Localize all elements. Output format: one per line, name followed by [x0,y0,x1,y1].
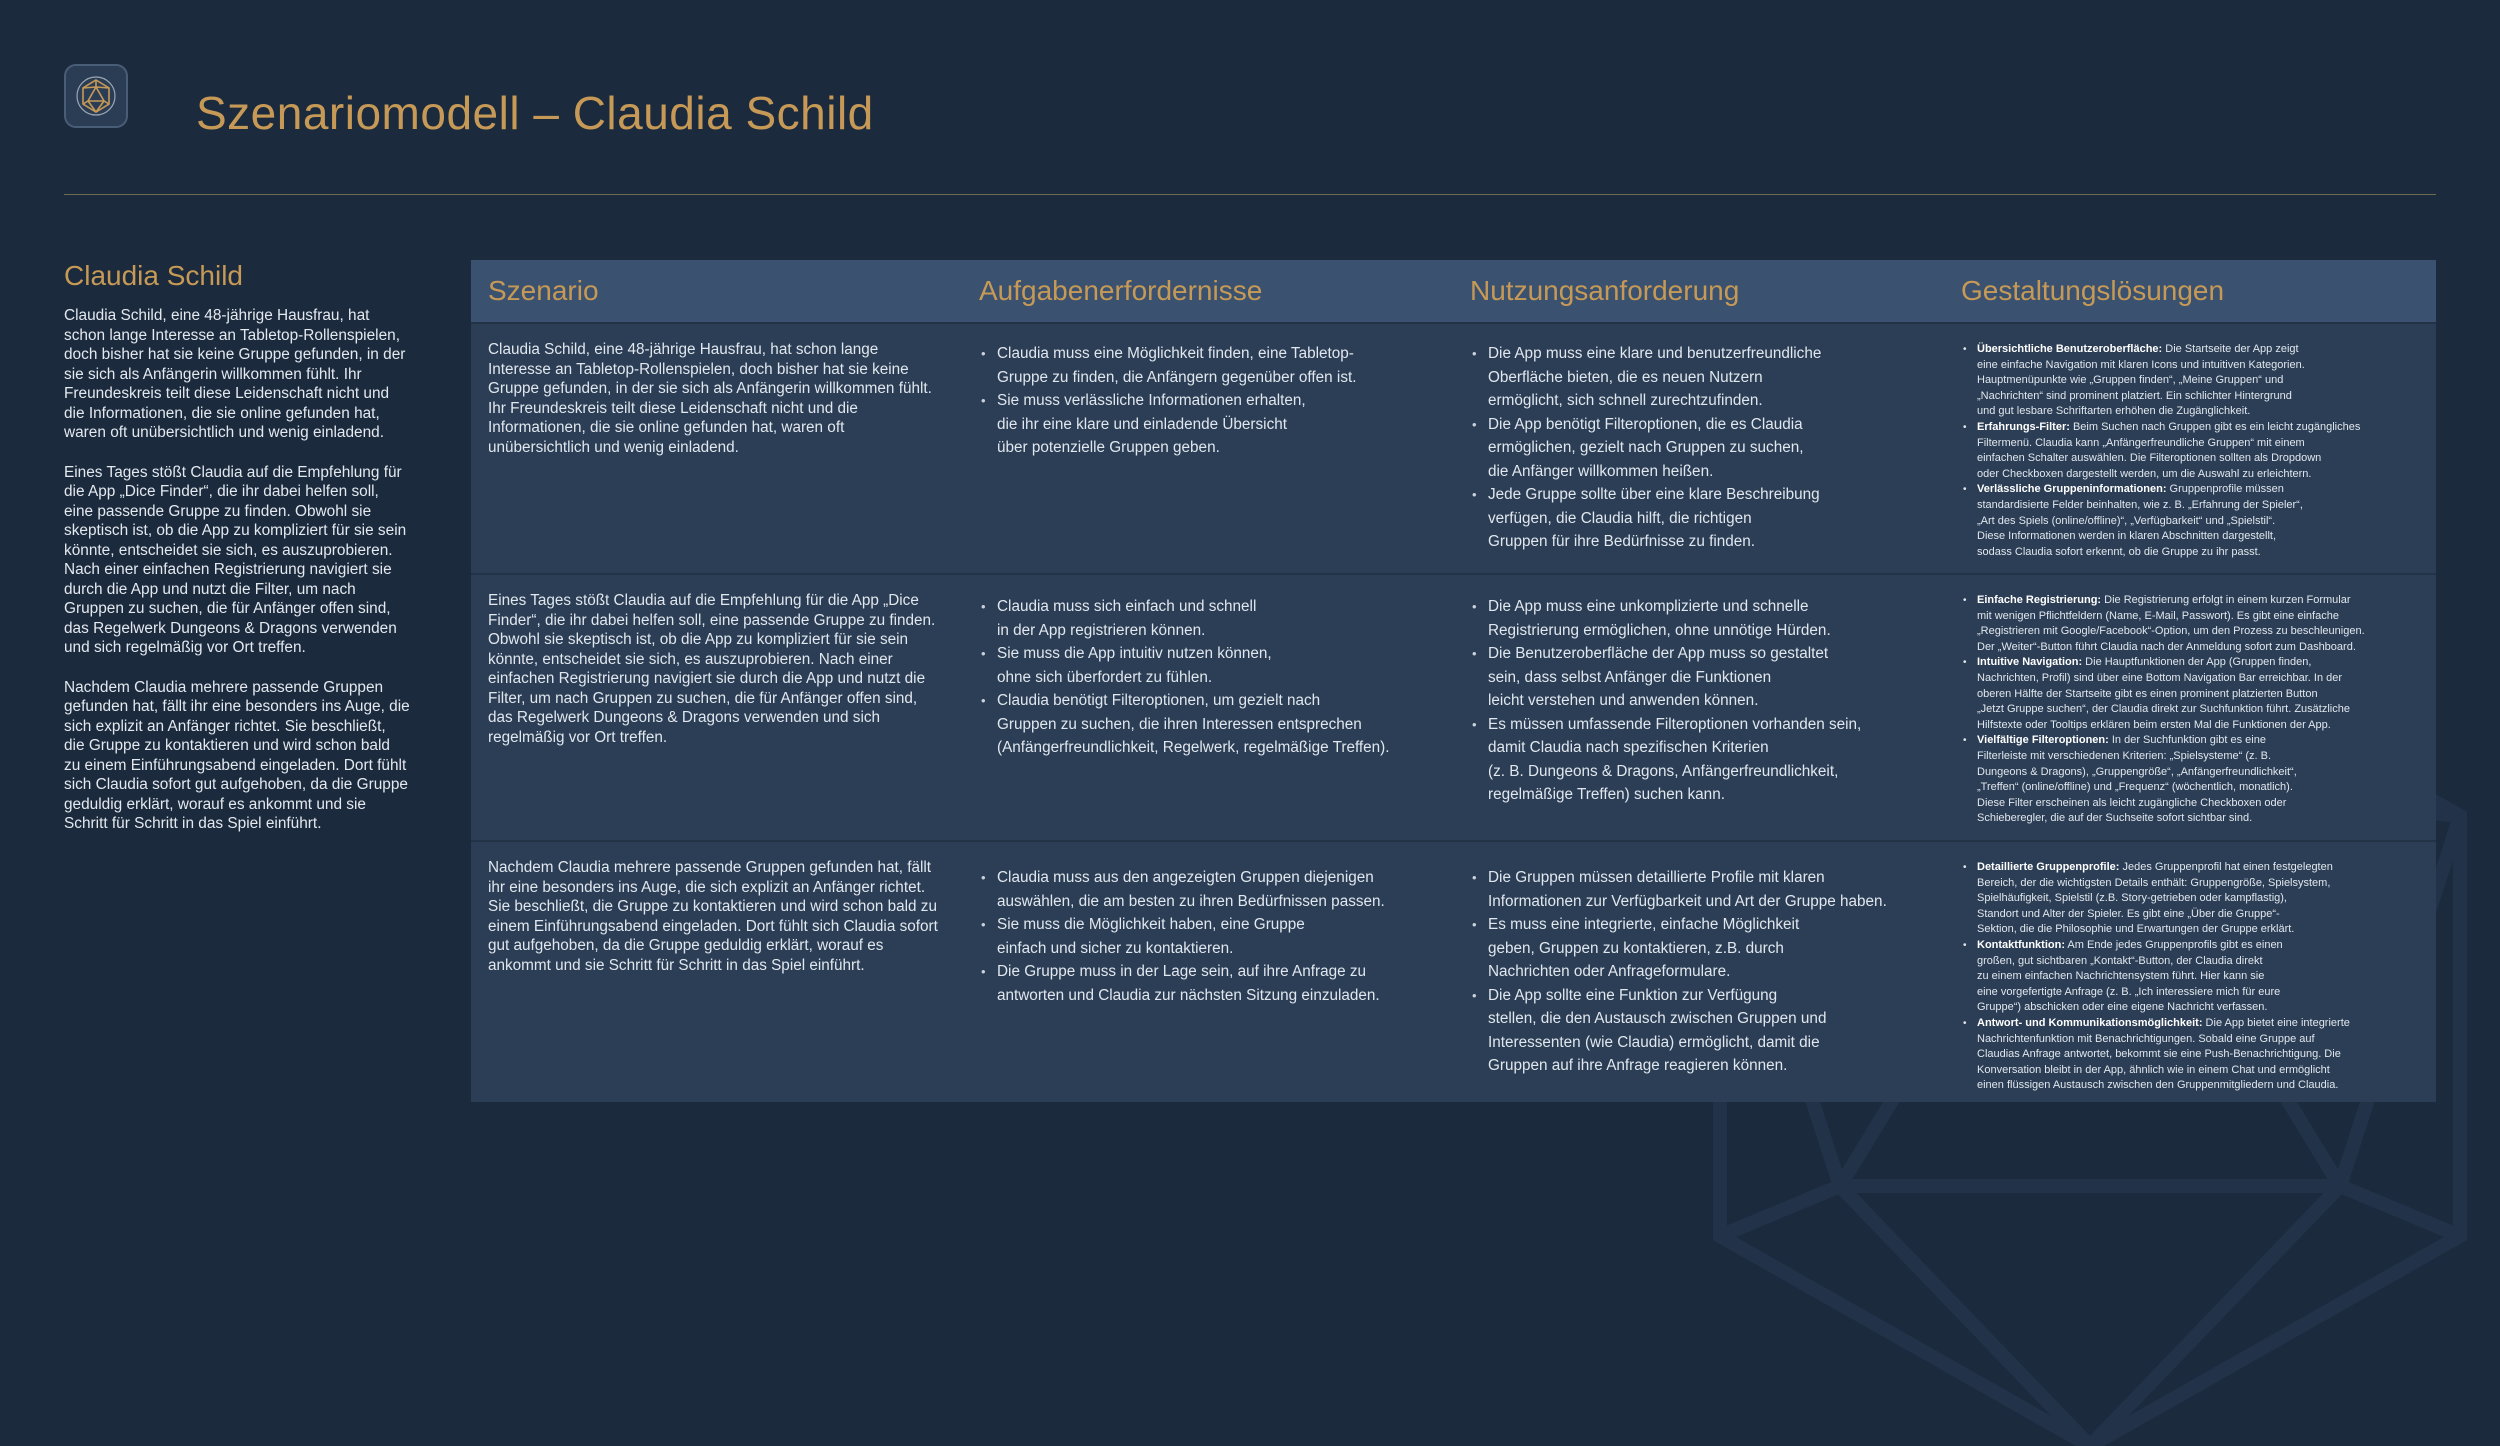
usage-item: • Die App muss eine unkomplizierte und schnelle Registrierung ermöglichen, ohne unnötige Hürden. [1470,595,1926,642]
design-label: Kontaktfunktion: [1977,938,2065,951]
table-header [471,260,2436,322]
table-row [471,573,2436,840]
design-text: Beim Suchen nach Gruppen gibt es ein leicht zugängliches Filtermenü. Claudia kann „Anfängerfreundliche Gruppen“ mit einem einfachen Schalter auswählen. Die Filteroptionen sollten als Dropdown oder Checkboxen dargestellt werden, um die Auswahl zu erleichtern. [1977,420,2361,480]
task-item: • Claudia muss eine Möglichkeit finden, eine Tabletop- Gruppe zu finden, die Anfängern gegenüber offen ist. [979,342,1435,389]
usage-item: • Die Benutzeroberfläche der App muss so gestaltet sein, dass selbst Anfänger die Funktionen leicht verstehen und anwenden können. [1470,642,1926,713]
table-row [471,322,2436,573]
d20-dice-icon [74,74,118,118]
usage-item: • Jede Gruppe sollte über eine klare Beschreibung verfügen, die Claudia hilft, die richtigen Gruppen für ihre Bedürfnisse zu finden. [1470,483,1926,554]
persona-name: Claudia Schild [64,260,243,291]
design-item [1961,1016,2425,1094]
design-text: Gruppenprofile müssen standardisierte Felder beinhalten, wie z. B. „Erfahrung der Spieler“, „Art des Spiels (online/offline)“, „Verfügbarkeit“ und „Spielstil“. Diese Informationen werden in klaren Abschnitten dargestellt, sodass Claudia sofort erkennt, ob die Gruppe zu ihr passt. [1977,483,2303,558]
page-title: Szenariomodell – Claudia Schild [196,87,874,139]
usage-item: • Die App sollte eine Funktion zur Verfügung stellen, die den Austausch zwischen Gruppen und Interessenten (wie Claudia) ermöglicht, damit die Gruppen auf ihre Anfrage reagieren können. [1470,984,1926,1078]
tasks-cell [962,324,1453,573]
persona-paragraph: Nachdem Claudia mehrere passende Gruppen gefunden hat, fällt ihr eine besonders ins Auge, die sich explizit an Anfänger richtet. Sie beschließt, die Gruppe zu kontaktieren und wird schon bald zu einem Einführungsabend eingeladen. Dort fühlt sich Claudia sofort gut aufgehoben, da die Gruppe geduldig erklärt, worauf es ankommt und sie Schritt für Schritt in das Spiel einführt. [64,678,410,832]
design-item [1961,860,2425,938]
persona-sidebar [64,260,410,854]
design-label: Antwort- und Kommunikationsmöglichkeit: [1977,1016,2203,1029]
design-item [1961,938,2425,1016]
scenario-cell [471,324,962,573]
design-text: Die Hauptfunktionen der App (Gruppen finden, Nachrichten, Profil) sind über eine Bottom Navigation Bar erreichbar. In der oberen Hälfte der Startseite gibt es einen prominent platzierten Button „Jetzt Gruppe suchen“, der Claudia direkt zur Suchfunktion führt. Zusätzliche Hilfstexte oder Tooltips erklären beim ersten Mal die Funktionen der App. [1977,656,2350,731]
usage-item: • Es muss eine integrierte, einfache Möglichkeit geben, Gruppen zu kontaktieren, z.B. durch Nachrichten oder Anfrageformulare. [1470,913,1926,984]
scenario-text: Nachdem Claudia mehrere passende Gruppen gefunden hat, fällt ihr eine besonders ins Auge, die sich explizit an Anfänger richtet. Sie beschließt, die Gruppe zu kontaktieren und wird schon bald zu einem Einführungsabend eingeladen. Dort fühlt sich Claudia sofort gut aufgehoben, da die Gruppe geduldig erklärt, worauf es ankommt und sie Schritt für Schritt in das Spiel einführt. [488,859,938,974]
usage-item: • Die Gruppen müssen detaillierte Profile mit klaren Informationen zur Verfügbarkeit und Art der Gruppe haben. [1470,866,1926,913]
design-text: In der Suchfunktion gibt es eine Filterleiste mit verschiedenen Kriterien: „Spielsysteme“ (z. B. Dungeons & Dragons), „Gruppengröße“, „Anfängerfreundlichkeit“, „Treffen“ (online/offline) und „Frequenz“ (wöchentlich, monatlich). Diese Filter erscheinen als leicht zugängliche Checkboxen oder Schieberegler, die auf der Suchseite sofort sichtbar sind. [1977,734,2297,825]
header-szenario: Szenario [488,275,599,306]
design-text: Am Ende jedes Gruppenprofils gibt es einen großen, gut sichtbaren „Kontakt“-Button, der Claudia direkt zu einem einfachen Nachrichtensystem führt. Hier kann sie eine vorgefertigte Anfrage (z. B. „Ich interessiere mich für eure Gruppe“) abschicken oder eine eigene Nachricht verfassen. [1977,938,2283,1014]
header-nutzungsanforderung: Nutzungsanforderung [1470,275,1740,306]
design-item [1961,733,2425,827]
design-cell [1944,324,2435,573]
task-item: • Claudia muss sich einfach und schnell in der App registrieren können. [979,595,1435,642]
design-label: Übersichtliche Benutzeroberfläche: [1977,343,2163,355]
usage-cell [1453,575,1944,840]
title-divider [64,194,2436,195]
scenario-text: Eines Tages stößt Claudia auf die Empfehlung für die App „Dice Finder“, die ihr dabei helfen soll, eine passende Gruppe zu finden. Obwohl sie skeptisch ist, ob die App zu kompliziert für sie sein könnte, entscheidet sie sich, es auszuprobieren. Nach einer einfachen Registrierung navigiert sie durch die App und nutzt die Filter, um nach Gruppen zu suchen, die für Anfänger offen sind, das Regelwerk Dungeons & Dragons verwenden und sich regelmäßig vor Ort treffen. [488,592,936,746]
usage-item: • Die App benötigt Filteroptionen, die es Claudia ermöglichen, gezielt nach Gruppen zu suchen, die Anfänger willkommen heißen. [1470,413,1926,484]
design-text: Jedes Gruppenprofil hat einen festgelegten Bereich, der die wichtigsten Details enthält: Gruppengröße, Spielsystem, Spielhäufigkeit, Spielstil (z.B. Story-getrieben oder kampflastig), Standort und Alter der Spieler. Es gibt eine „Über die Gruppe“- Sektion, die die Philosophie und Erwartungen der Gruppe erklärt. [1977,861,2333,936]
design-label: Detaillierte Gruppenprofile: [1977,861,2120,873]
usage-item: • Es müssen umfassende Filteroptionen vorhanden sein, damit Claudia nach spezifischen Kriterien (z. B. Dungeons & Dragons, Anfängerfreundlichkeit, regelmäßige Treffen) suchen kann. [1470,713,1926,807]
design-label: Einfache Registrierung: [1977,594,2102,606]
usage-item: • Die App muss eine klare und benutzerfreundliche Oberfläche bieten, die es neuen Nutzern ermöglicht, sich schnell zurechtzufinden. [1470,342,1926,413]
usage-cell [1453,324,1944,573]
design-text: Die Registrierung erfolgt in einem kurzen Formular mit wenigen Pflichtfeldern (Name, E-Mail, Passwort). Es gibt eine einfache „Registrieren mit Google/Facebook“-Option, um den Prozess zu beschleunigen. Der „Weiter“-Button führt Claudia nach der Anmeldung sofort zum Dashboard. [1977,594,2365,653]
persona-paragraph: Claudia Schild, eine 48-jährige Hausfrau, hat schon lange Interesse an Tabletop-Rollenspielen, doch bisher hat sie keine Gruppe gefunden, in der sie sich als Anfängerin willkommen fühlt. Ihr Freundeskreis teilt diese Leidenschaft nicht und die Informationen, die sie online gefunden hat, waren oft unübersichtlich und wenig einladend. [64,307,406,441]
design-label: Erfahrungs-Filter: [1977,420,2070,433]
task-item: • Sie muss die App intuitiv nutzen können, ohne sich überfordert zu fühlen. [979,642,1435,689]
design-item [1961,420,2425,482]
design-label: Intuitive Navigation: [1977,656,2083,669]
design-item [1961,593,2425,655]
design-label: Verlässliche Gruppeninformationen: [1977,483,2167,496]
design-cell [1944,842,2435,1102]
design-text: Die App bietet eine integrierte Nachrichtenfunktion mit Benachrichtigungen. Sobald eine Gruppe auf Claudias Anfrage antwortet, bekommt sie eine Push-Benachrichtigung. Die Konversation bleibt in der App, ähnlich wie in einem Chat und ermöglicht einen flüssigen Austausch zwischen den Gruppenmitgliedern und Claudia. [1977,1016,2350,1092]
tasks-cell [962,842,1453,1102]
task-item: • Claudia muss aus den angezeigten Gruppen diejenigen auswählen, die am besten zu ihren Bedürfnissen passen. [979,866,1435,913]
design-label: Vielfältige Filteroptionen: [1977,734,2109,747]
task-item: • Sie muss die Möglichkeit haben, eine Gruppe einfach und sicher zu kontaktieren. [979,913,1435,960]
table-row [471,840,2436,1102]
header-aufgabenerfordernisse: Aufgabenerfordernisse [979,275,1263,306]
header-gestaltungsloesungen: Gestaltungslösungen [1961,275,2225,306]
design-item [1961,655,2425,733]
scenario-table [471,260,2436,1102]
design-item [1961,482,2425,560]
tasks-cell [962,575,1453,840]
scenario-cell [471,842,962,1102]
task-item: • Claudia benötigt Filteroptionen, um gezielt nach Gruppen zu suchen, die ihren Interessen entsprechen (Anfängerfreundlichkeit, Regelwerk, regelmäßige Treffen). [979,689,1435,760]
usage-cell [1453,842,1944,1102]
app-logo [64,64,128,128]
task-item: • Die Gruppe muss in der Lage sein, auf ihre Anfrage zu antworten und Claudia zur nächsten Sitzung einzuladen. [979,960,1435,1007]
task-item: • Sie muss verlässliche Informationen erhalten, die ihr eine klare und einladende Übersicht über potenzielle Gruppen geben. [979,389,1435,460]
scenario-text: Claudia Schild, eine 48-jährige Hausfrau, hat schon lange Interesse an Tabletop-Rollenspielen, doch bisher hat sie keine Gruppe gefunden, in der sie sich als Anfängerin willkommen fühlt. Ihr Freundeskreis teilt diese Leidenschaft nicht und die Informationen, die sie online gefunden hat, waren oft unübersichtlich und wenig einladend. [488,341,932,456]
design-text: Die Startseite der App zeigt eine einfache Navigation mit klaren Icons und intuitiven Kategorien. Hauptmenüpunkte wie „Gruppen finden“, „Meine Gruppen“ und „Nachrichten“ sind prominent platziert. Ein schlichter Hintergrund und gut lesbare Schriftarten erhöhen die Zugänglichkeit. [1977,343,2305,418]
persona-paragraph: Eines Tages stößt Claudia auf die Empfehlung für die App „Dice Finder“, die ihr dabei helfen soll, eine passende Gruppe zu finden. Obwohl sie skeptisch ist, ob die App zu kompliziert für sie sein könnte, entscheidet sie sich, es auszuprobieren. Nach einer einfachen Registrierung navigiert sie durch die App und nutzt die Filter, um nach Gruppen zu suchen, die für Anfänger offen sind, das Regelwerk Dungeons & Dragons verwenden und sich regelmäßig vor Ort treffen. [64,463,407,656]
design-item [1961,342,2425,420]
design-cell [1944,575,2435,840]
scenario-cell [471,575,962,840]
